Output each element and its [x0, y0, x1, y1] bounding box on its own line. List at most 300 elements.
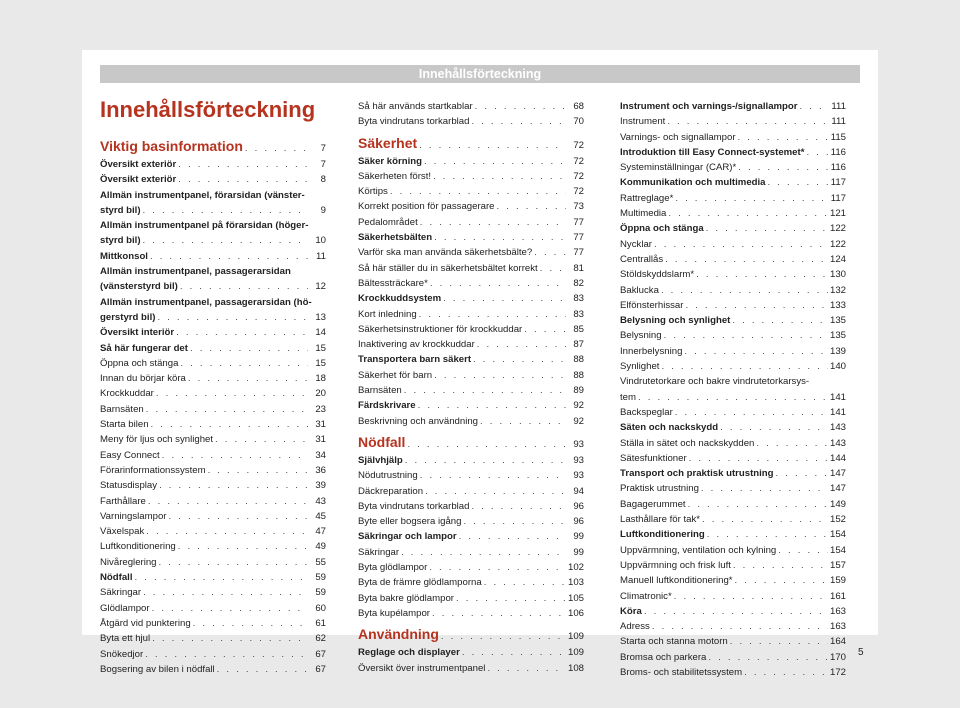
dot-leader — [146, 524, 308, 539]
toc-entry[interactable] — [358, 591, 584, 606]
toc-entry-label: Instrument och varnings-/signallampor — [620, 101, 798, 112]
toc-entry-page: 99 — [573, 531, 584, 543]
toc-entry[interactable] — [358, 322, 584, 337]
toc-entry[interactable] — [358, 199, 584, 214]
toc-entry-label: Byta ett hjul — [100, 633, 151, 645]
dot-leader — [407, 434, 566, 455]
toc-entry[interactable] — [100, 157, 326, 172]
toc-entry[interactable] — [620, 267, 846, 282]
toc-entry-page: 62 — [315, 633, 326, 645]
dot-leader — [484, 575, 566, 590]
toc-entry-page: 163 — [829, 605, 846, 617]
toc-entry-label: Nivåreglering — [100, 556, 157, 568]
toc-entry[interactable] — [620, 145, 846, 160]
dot-leader — [159, 555, 308, 570]
dot-leader — [664, 328, 828, 343]
dot-leader — [730, 634, 828, 649]
toc-entry-label: Byta glödlampor — [358, 562, 428, 574]
toc-entry[interactable] — [620, 99, 846, 114]
dot-leader — [471, 114, 566, 129]
dot-leader — [675, 191, 828, 206]
dot-leader — [168, 509, 308, 524]
toc-entry[interactable] — [620, 481, 846, 496]
dot-leader — [419, 135, 566, 156]
toc-entry-page: 9 — [320, 204, 326, 216]
toc-entry[interactable] — [358, 575, 584, 590]
toc-entry-page: 144 — [829, 452, 846, 464]
toc-entry-page: 116 — [830, 146, 846, 158]
toc-section-heading[interactable] — [358, 429, 584, 453]
toc-entry[interactable] — [100, 371, 326, 386]
toc-entry-label: Kommunikation och multimedia — [620, 177, 766, 189]
toc-entry-line — [620, 374, 846, 389]
toc-entry-line — [100, 188, 326, 203]
dot-leader — [540, 261, 566, 276]
toc-entry-page: 154 — [829, 544, 846, 556]
toc-entry[interactable] — [358, 352, 584, 367]
toc-entry-page: 11 — [316, 250, 326, 262]
toc-entry[interactable] — [100, 249, 326, 264]
dot-leader — [152, 601, 308, 616]
dot-leader — [644, 604, 828, 619]
toc-entry[interactable] — [620, 390, 846, 405]
dot-leader — [661, 359, 828, 374]
dot-leader — [143, 233, 308, 248]
toc-entry[interactable] — [358, 114, 584, 129]
toc-entry-label: Säkringar — [358, 546, 400, 558]
toc-entry-label: Barnsäten — [100, 403, 144, 415]
dot-leader — [433, 169, 566, 184]
dot-leader — [806, 145, 828, 160]
toc-entry-label: Snökedjor — [100, 648, 144, 660]
dot-leader — [473, 352, 566, 367]
toc-entry-label: Så här fungerar det — [100, 342, 188, 354]
toc-entry-label: Innan du börjar köra — [100, 373, 186, 385]
toc-entry-label: Uppvärmning och frisk luft — [620, 559, 731, 571]
toc-entry[interactable] — [620, 451, 846, 466]
dot-leader — [661, 283, 828, 298]
toc-entry-label: tem — [620, 391, 636, 403]
toc-entry-page: 77 — [573, 247, 584, 259]
toc-entry[interactable] — [358, 276, 584, 291]
toc-entry[interactable] — [620, 650, 846, 665]
toc-entry-page: 154 — [829, 529, 846, 541]
toc-entry-page: 15 — [315, 357, 326, 369]
toc-entry-page: 73 — [573, 201, 584, 213]
toc-entry-page: 143 — [829, 422, 846, 434]
toc-entry[interactable] — [358, 453, 584, 468]
dot-leader — [434, 368, 566, 383]
toc-entry-label: Nödfall — [100, 572, 133, 584]
toc-entry-page: 55 — [315, 556, 326, 568]
toc-entry-label: Starta och stanna motorn — [620, 636, 728, 648]
dot-leader — [176, 325, 308, 340]
dot-leader — [420, 215, 566, 230]
toc-entry-label: Köra — [620, 605, 642, 617]
toc-entry[interactable] — [100, 478, 326, 493]
toc-entry[interactable] — [100, 555, 326, 570]
toc-entry[interactable] — [358, 169, 584, 184]
toc-entry-page: 72 — [573, 139, 584, 151]
toc-entry[interactable] — [358, 514, 584, 529]
toc-entry[interactable] — [100, 386, 326, 401]
toc-entry-page: 14 — [315, 327, 326, 339]
dot-leader — [702, 512, 828, 527]
toc-entry-page: 149 — [829, 498, 846, 510]
dot-leader — [684, 344, 828, 359]
dot-leader — [401, 545, 566, 560]
toc-entry-page: 170 — [829, 651, 846, 663]
toc-entry-label: Barnsäten — [358, 385, 402, 397]
dot-leader — [156, 386, 308, 401]
toc-entry-page: 132 — [829, 284, 846, 296]
dot-leader — [668, 206, 828, 221]
toc-entry-label: gerstyrd bil) — [100, 311, 156, 323]
toc-entry[interactable] — [620, 589, 846, 604]
toc-entry[interactable] — [358, 529, 584, 544]
toc-entry[interactable] — [620, 328, 846, 343]
toc-entry[interactable] — [100, 463, 326, 478]
toc-entry[interactable] — [100, 585, 326, 600]
toc-entry-page: 12 — [315, 281, 326, 293]
dot-leader — [696, 267, 828, 282]
dot-leader — [708, 650, 828, 665]
toc-entry-page: 143 — [829, 437, 846, 449]
toc-entry-page: 108 — [567, 662, 584, 674]
toc-entry[interactable] — [358, 245, 584, 260]
toc-entry[interactable] — [100, 631, 326, 646]
toc-entry[interactable] — [620, 405, 846, 420]
toc-entry[interactable] — [358, 499, 584, 514]
dot-leader — [674, 589, 828, 604]
toc-entry[interactable] — [358, 545, 584, 560]
dot-leader — [208, 463, 308, 478]
toc-entry-label: Pedalområdet — [358, 216, 418, 228]
toc-entry[interactable] — [358, 606, 584, 621]
toc-entry-page: 20 — [315, 388, 326, 400]
toc-entry-page: 157 — [829, 559, 846, 571]
toc-entry[interactable] — [358, 307, 584, 322]
toc-entry[interactable] — [620, 237, 846, 252]
dot-leader — [390, 184, 566, 199]
toc-entry-page: 77 — [573, 216, 584, 228]
toc-entry[interactable] — [358, 368, 584, 383]
toc-entry-page: 93 — [573, 438, 584, 450]
toc-entry[interactable] — [100, 509, 326, 524]
toc-entry[interactable] — [100, 662, 326, 677]
toc-entry-page: 43 — [315, 495, 326, 507]
toc-entry-page: 45 — [315, 510, 326, 522]
toc-entry[interactable] — [620, 527, 846, 542]
toc-entry-label: Easy Connect — [100, 449, 160, 461]
toc-entry[interactable] — [358, 261, 584, 276]
toc-entry[interactable] — [620, 298, 846, 313]
toc-entry-page: 31 — [315, 434, 326, 446]
toc-entry[interactable] — [620, 359, 846, 374]
toc-entry[interactable] — [620, 313, 846, 328]
toc-entry[interactable] — [358, 154, 584, 169]
toc-entry-label: Översikt exteriör — [100, 159, 177, 170]
toc-entry[interactable] — [620, 497, 846, 512]
toc-entry[interactable] — [620, 420, 846, 435]
toc-entry[interactable] — [620, 130, 846, 145]
toc-entry[interactable] — [620, 344, 846, 359]
toc-entry-label: Lasthållare för tak* — [620, 514, 700, 526]
toc-entry-label: Bältessträckare* — [358, 277, 428, 289]
toc-entry-label: Stöldskyddslarm* — [620, 269, 695, 281]
toc-entry-label: Bagagerummet — [620, 498, 686, 510]
toc-entry-label: styrd bil) — [100, 235, 141, 247]
toc-entry-page: 109 — [567, 631, 584, 643]
toc-entry-label: Innerbelysning — [620, 345, 683, 357]
toc-entry-label: Säkringar och lampor — [358, 531, 457, 543]
toc-entry[interactable] — [358, 398, 584, 413]
toc-entry[interactable] — [358, 337, 584, 352]
toc-entry[interactable] — [620, 221, 846, 236]
toc-entry-page: 139 — [829, 345, 846, 357]
dot-leader — [735, 573, 828, 588]
toc-entry-label: Korrekt position för passagerare — [358, 201, 495, 213]
toc-entry-label: Säkerhetsbälten — [358, 232, 433, 244]
toc-entry[interactable] — [100, 570, 326, 585]
toc-entry-page: 77 — [573, 232, 584, 244]
dot-leader — [188, 371, 308, 386]
toc-entry-label: Säten och nackskydd — [620, 422, 719, 434]
toc-entry-label: Systeminställningar (CAR)* — [620, 162, 737, 174]
toc-entry-label: Elfönsterhissar — [620, 299, 684, 311]
toc-entry-page: 140 — [829, 361, 846, 373]
toc-entry-label: Växelspak — [100, 526, 145, 538]
toc-entry[interactable] — [100, 172, 326, 187]
toc-entry[interactable] — [358, 645, 584, 660]
dot-leader — [768, 175, 828, 190]
toc-entry-page: 102 — [567, 562, 584, 574]
toc-entry-label: Varnings- och signallampor — [620, 131, 736, 143]
toc-entry-line — [100, 218, 326, 233]
toc-entry[interactable] — [100, 279, 326, 294]
toc-entry-page: 72 — [573, 186, 584, 198]
toc-entry[interactable] — [100, 616, 326, 631]
toc-entry[interactable] — [100, 647, 326, 662]
toc-entry[interactable] — [620, 466, 846, 481]
toc-entry-page: 93 — [573, 470, 584, 482]
toc-entry-label: Säker körning — [358, 155, 422, 167]
dot-leader — [135, 570, 308, 585]
dot-leader — [733, 558, 828, 573]
toc-entry-page: 135 — [829, 315, 846, 327]
toc-entry-label: Glödlampor — [100, 602, 150, 614]
toc-section-heading[interactable] — [358, 130, 584, 154]
dot-leader — [756, 436, 828, 451]
toc-entry-page: 68 — [573, 101, 584, 112]
toc-column-2 — [358, 99, 584, 676]
toc-entry-page: 103 — [567, 577, 584, 589]
toc-entry[interactable] — [620, 283, 846, 298]
toc-entry-label: Nycklar — [620, 238, 652, 250]
toc-entry-page: 59 — [315, 572, 326, 584]
toc-entry-page: 82 — [573, 277, 584, 289]
dot-leader — [157, 310, 308, 325]
toc-section-heading[interactable] — [100, 133, 326, 157]
toc-entry-page: 122 — [829, 223, 846, 235]
dot-leader — [475, 99, 566, 114]
toc-entry[interactable] — [620, 619, 846, 634]
toc-entry[interactable] — [100, 539, 326, 554]
toc-entry-label: Praktisk utrustning — [620, 483, 699, 495]
dot-leader — [405, 453, 566, 468]
toc-entry[interactable] — [100, 494, 326, 509]
toc-entry-label: Transport och praktisk utrustning — [620, 468, 774, 480]
toc-entry[interactable] — [620, 252, 846, 267]
dot-leader — [744, 665, 828, 680]
toc-entry-label: Säkerhet — [358, 134, 418, 151]
toc-entry-page: 83 — [573, 308, 584, 320]
dot-leader — [150, 249, 308, 264]
dot-leader — [477, 337, 566, 352]
toc-entry-label: Byta kupélampor — [358, 607, 430, 619]
toc-entry[interactable] — [100, 233, 326, 248]
toc-entry-label: Säkerhet för barn — [358, 369, 433, 381]
toc-entry[interactable] — [620, 558, 846, 573]
dot-leader — [443, 291, 566, 306]
toc-entry-label-line1: Allmän instrumentpanel, passagerarsidan (hö- — [100, 296, 312, 308]
dot-leader — [178, 157, 308, 172]
toc-entry[interactable] — [358, 184, 584, 199]
toc-entry-label: Belysning och synlighet — [620, 315, 731, 327]
toc-entry[interactable] — [358, 468, 584, 483]
toc-entry-label: Färdskrivare — [358, 400, 416, 412]
toc-entry-label: Climatronic* — [620, 590, 672, 602]
dot-leader — [419, 307, 566, 322]
dot-leader — [665, 252, 828, 267]
toc-entry[interactable] — [620, 436, 846, 451]
toc-entry-label: Öppna och stänga — [620, 223, 704, 235]
dot-leader — [688, 497, 828, 512]
toc-entry[interactable] — [620, 543, 846, 558]
toc-entry[interactable] — [358, 99, 584, 114]
toc-entry-label: Baklucka — [620, 284, 659, 296]
toc-entry[interactable] — [100, 601, 326, 616]
toc-entry[interactable] — [100, 325, 326, 340]
toc-entry[interactable] — [620, 665, 846, 680]
toc-entry[interactable] — [100, 432, 326, 447]
toc-entry-page: 36 — [315, 464, 326, 476]
toc-entry-page: 163 — [829, 621, 846, 633]
dot-leader — [418, 398, 566, 413]
toc-entry-label: Varningslampor — [100, 510, 167, 522]
toc-entry-page: 92 — [573, 415, 584, 427]
dot-leader — [180, 279, 308, 294]
toc-entry-page: 147 — [829, 483, 846, 495]
dot-leader — [178, 539, 308, 554]
toc-entry[interactable] — [358, 230, 584, 245]
toc-entry-label: Multimedia — [620, 208, 667, 220]
toc-entry-label: Körtips — [358, 186, 388, 198]
dot-leader — [685, 298, 828, 313]
dot-leader — [178, 172, 308, 187]
toc-entry-page: 130 — [829, 269, 846, 281]
toc-entry-page: 60 — [315, 602, 326, 614]
toc-entry-page: 124 — [829, 253, 846, 265]
toc-entry-page: 70 — [573, 116, 584, 128]
toc-entry-page: 88 — [573, 354, 584, 366]
dot-leader — [654, 237, 828, 252]
toc-entry[interactable] — [620, 191, 846, 206]
toc-entry-page: 109 — [567, 647, 584, 659]
toc-entry[interactable] — [358, 414, 584, 429]
toc-entry[interactable] — [100, 356, 326, 371]
toc-entry-page: 106 — [567, 607, 584, 619]
toc-entry[interactable] — [358, 291, 584, 306]
toc-entry[interactable] — [620, 573, 846, 588]
toc-entry[interactable] — [358, 661, 584, 676]
toc-entry[interactable] — [100, 448, 326, 463]
toc-entry[interactable] — [620, 114, 846, 129]
dot-leader — [471, 499, 566, 514]
toc-entry[interactable] — [358, 383, 584, 398]
toc-entry-page: 23 — [315, 403, 326, 415]
dot-leader — [701, 481, 828, 496]
toc-entry-page: 164 — [829, 636, 846, 648]
dot-leader — [162, 448, 308, 463]
toc-entry[interactable] — [100, 402, 326, 417]
toc-entry-page: 111 — [831, 116, 846, 128]
toc-entry[interactable] — [100, 203, 326, 218]
dot-leader — [152, 631, 308, 646]
dot-leader — [776, 466, 828, 481]
toc-entry-page: 115 — [830, 131, 846, 143]
toc-entry-page: 135 — [829, 330, 846, 342]
dot-leader — [689, 451, 828, 466]
toc-entry-page: 47 — [315, 526, 326, 538]
toc-entry-page: 161 — [829, 590, 846, 602]
toc-entry-label: styrd bil) — [100, 204, 141, 216]
toc-entry[interactable] — [100, 310, 326, 325]
toc-entry[interactable] — [620, 175, 846, 190]
toc-entry-label: Farthållare — [100, 495, 146, 507]
toc-entry[interactable] — [620, 512, 846, 527]
toc-entry-page: 39 — [315, 480, 326, 492]
toc-entry-label: Bogsering av bilen i nödfall — [100, 663, 215, 675]
toc-entry[interactable] — [358, 484, 584, 499]
toc-entry[interactable] — [358, 560, 584, 575]
toc-entry[interactable] — [358, 215, 584, 230]
dot-leader — [707, 527, 828, 542]
toc-entry-label: Säkringar — [100, 587, 142, 599]
toc-entry-page: 94 — [573, 485, 584, 497]
toc-section-heading[interactable] — [358, 621, 584, 645]
toc-entry[interactable] — [620, 634, 846, 649]
toc-entry[interactable] — [620, 206, 846, 221]
toc-entry[interactable] — [100, 341, 326, 356]
toc-entry[interactable] — [100, 417, 326, 432]
toc-entry-page: 89 — [573, 385, 584, 397]
toc-entry[interactable] — [620, 604, 846, 619]
dot-leader — [638, 390, 828, 405]
dot-leader — [420, 468, 566, 483]
dot-leader — [245, 138, 308, 159]
toc-entry-label: Mittkonsol — [100, 250, 148, 262]
toc-entry-page: 59 — [315, 587, 326, 599]
toc-entry-label: Kort inledning — [358, 308, 417, 320]
toc-entry-page: 10 — [315, 235, 326, 247]
toc-entry-label: (vänsterstyrd bil) — [100, 281, 178, 293]
toc-entry[interactable] — [100, 524, 326, 539]
dot-leader — [480, 414, 566, 429]
toc-entry[interactable] — [620, 160, 846, 175]
toc-entry-label: Centrallås — [620, 253, 664, 265]
page-title: Innehållsförteckning — [100, 97, 316, 122]
